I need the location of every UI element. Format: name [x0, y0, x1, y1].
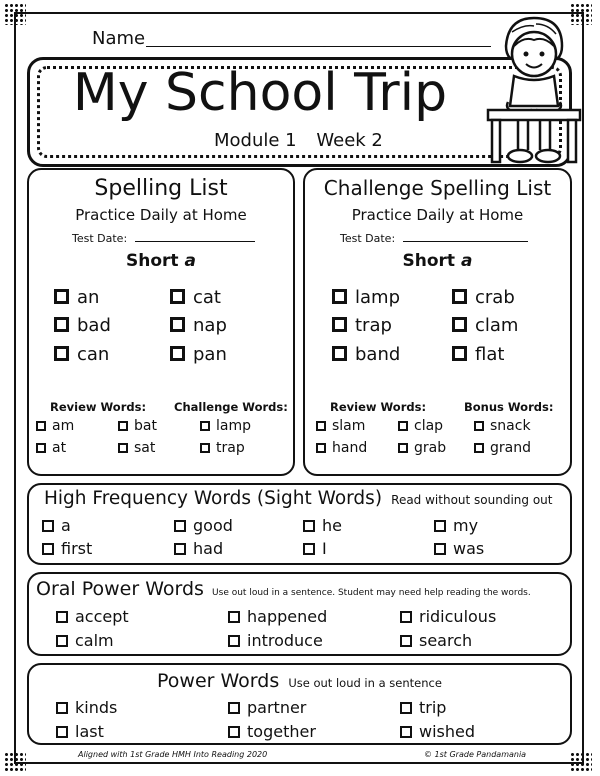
checkbox[interactable] — [174, 543, 186, 555]
word: first — [61, 539, 93, 558]
power-words-title: Power Words — [157, 670, 280, 692]
word: cat — [193, 287, 221, 308]
word: am — [52, 418, 75, 434]
oral-power-header — [36, 578, 531, 600]
oral-power-word-item — [400, 607, 496, 626]
checkbox[interactable] — [332, 346, 347, 361]
footer-copyright: © 1st Grade Pandamania — [424, 750, 527, 759]
word: had — [193, 539, 224, 558]
spelling-word-item — [170, 315, 227, 336]
name-field — [92, 28, 145, 49]
word: grab — [414, 440, 447, 456]
review-words-label: Review Words: — [330, 400, 427, 414]
word: at — [52, 440, 67, 456]
word: introduce — [247, 631, 323, 650]
checkbox[interactable] — [228, 702, 240, 714]
checkbox[interactable] — [228, 726, 240, 738]
checkbox[interactable] — [56, 726, 68, 738]
word: ridiculous — [419, 607, 497, 626]
review-word-item — [118, 418, 157, 434]
checkbox[interactable] — [54, 346, 69, 361]
checkbox[interactable] — [174, 520, 186, 532]
oral-power-word-item — [56, 631, 114, 650]
word: grand — [490, 440, 531, 456]
word: accept — [75, 607, 129, 626]
word: bat — [134, 418, 157, 434]
checkbox[interactable] — [474, 443, 484, 453]
checkbox[interactable] — [434, 520, 446, 532]
checkbox[interactable] — [170, 289, 185, 304]
test-date-line[interactable] — [135, 241, 255, 242]
oral-power-word-item — [228, 607, 327, 626]
power-words-header — [157, 670, 442, 692]
challenge-word-item — [452, 315, 518, 336]
pattern-prefix: Short — [126, 251, 179, 271]
word: wished — [419, 722, 476, 741]
checkbox[interactable] — [36, 421, 46, 431]
checkbox[interactable] — [452, 346, 467, 361]
checkbox[interactable] — [200, 443, 210, 453]
checkbox[interactable] — [56, 635, 68, 647]
challenge-spelling-title: Challenge Spelling List — [323, 176, 552, 200]
checkbox[interactable] — [400, 726, 412, 738]
checkbox[interactable] — [228, 611, 240, 623]
checkbox[interactable] — [398, 443, 408, 453]
review-word-item — [36, 418, 74, 434]
word: slam — [332, 418, 366, 434]
word: hand — [332, 440, 368, 456]
checkbox[interactable] — [332, 317, 347, 332]
word: I — [322, 539, 327, 558]
word: was — [453, 539, 485, 558]
word: trap — [355, 315, 392, 336]
oral-power-note: Use out loud in a sentence. Student may need help reading the words. — [212, 588, 531, 598]
corner-dots — [4, 752, 26, 772]
sight-word-item — [42, 539, 92, 558]
sight-word-item — [303, 516, 342, 535]
challenge-practice-note: Practice Daily at Home — [351, 206, 524, 224]
high-frequency-header — [44, 488, 552, 509]
sight-word-item — [42, 516, 71, 535]
word: crab — [475, 287, 515, 308]
checkbox[interactable] — [42, 543, 54, 555]
checkbox[interactable] — [474, 421, 484, 431]
word: kinds — [75, 698, 118, 717]
word: clap — [414, 418, 444, 434]
high-frequency-note: Read without sounding out — [391, 493, 553, 507]
checkbox[interactable] — [228, 635, 240, 647]
checkbox[interactable] — [400, 635, 412, 647]
subtitle — [214, 130, 383, 151]
word: nap — [193, 315, 227, 336]
challenge-word-item — [332, 287, 400, 308]
pattern-letter: a — [184, 251, 196, 271]
test-date-line[interactable] — [403, 241, 528, 242]
spelling-word-item — [54, 315, 111, 336]
challenge-pattern — [303, 251, 572, 271]
spelling-list-title: Spelling List — [94, 176, 228, 201]
bonus-word-item — [474, 440, 531, 456]
checkbox[interactable] — [200, 421, 210, 431]
checkbox[interactable] — [452, 289, 467, 304]
power-words-note: Use out loud in a sentence — [288, 676, 442, 690]
spelling-word-item — [170, 287, 221, 308]
corner-dots — [4, 3, 26, 25]
review-word-item — [398, 440, 446, 456]
power-word-item — [228, 722, 316, 741]
challenge-words-label: Challenge Words: — [174, 400, 288, 414]
word: together — [247, 722, 316, 741]
name-line[interactable] — [146, 46, 491, 47]
challenge-word-item — [452, 287, 515, 308]
word: flat — [475, 344, 505, 365]
oral-power-title: Oral Power Words — [36, 578, 204, 600]
pattern-prefix: Short — [402, 251, 456, 271]
word: bad — [77, 315, 111, 336]
corner-dots — [570, 752, 592, 772]
word: an — [77, 287, 100, 308]
bonus-words-label: Bonus Words: — [464, 400, 554, 414]
sight-word-item — [174, 516, 233, 535]
high-frequency-title: High Frequency Words (Sight Words) — [44, 488, 383, 509]
student-at-desk-illustration — [478, 10, 584, 170]
spelling-word-item — [170, 344, 227, 365]
power-word-item — [56, 698, 117, 717]
challenge-word-item — [452, 344, 504, 365]
spelling-pattern — [27, 251, 295, 271]
pattern-letter: a — [460, 251, 473, 271]
word: calm — [75, 631, 114, 650]
word: pan — [193, 344, 227, 365]
name-label: Name — [92, 28, 146, 49]
oral-power-word-item — [56, 607, 129, 626]
checkbox[interactable] — [36, 443, 46, 453]
challenge-word-item — [332, 315, 392, 336]
power-word-item — [228, 698, 306, 717]
checkbox[interactable] — [316, 421, 326, 431]
oral-power-word-item — [228, 631, 323, 650]
checkbox[interactable] — [42, 520, 54, 532]
word: last — [75, 722, 104, 741]
review-word-item — [316, 418, 365, 434]
word: snack — [490, 418, 531, 434]
spelling-practice-note: Practice Daily at Home — [75, 206, 247, 224]
challenge-word-item — [200, 440, 245, 456]
word: search — [419, 631, 473, 650]
checkbox[interactable] — [170, 317, 185, 332]
checkbox[interactable] — [400, 702, 412, 714]
challenge-word-item — [200, 418, 251, 434]
word: can — [77, 344, 110, 365]
checkbox[interactable] — [170, 346, 185, 361]
checkbox[interactable] — [303, 520, 315, 532]
module-label: Module 1 — [214, 130, 297, 151]
checkbox[interactable] — [118, 421, 128, 431]
checkbox[interactable] — [303, 543, 315, 555]
test-date-label: Test Date: — [72, 232, 128, 245]
sight-word-item — [434, 539, 484, 558]
word: my — [453, 516, 479, 535]
review-word-item — [36, 440, 66, 456]
review-word-item — [316, 440, 367, 456]
word: lamp — [216, 418, 251, 434]
checkbox[interactable] — [54, 289, 69, 304]
review-word-item — [118, 440, 155, 456]
word: trap — [216, 440, 245, 456]
word: lamp — [355, 287, 400, 308]
power-word-item — [56, 722, 104, 741]
word: trip — [419, 698, 447, 717]
checkbox[interactable] — [118, 443, 128, 453]
spelling-word-item — [54, 287, 99, 308]
page-title: My School Trip — [72, 63, 448, 123]
word: he — [322, 516, 342, 535]
spelling-test-date — [72, 232, 255, 245]
bonus-word-item — [474, 418, 531, 434]
sight-word-item — [174, 539, 223, 558]
checkbox[interactable] — [56, 611, 68, 623]
checkbox[interactable] — [54, 317, 69, 332]
word: sat — [134, 440, 156, 456]
word: a — [61, 516, 71, 535]
challenge-test-date — [340, 232, 528, 245]
test-date-label: Test Date: — [340, 232, 396, 245]
word: good — [193, 516, 233, 535]
footer-alignment: Aligned with 1st Grade HMH Into Reading 2020 — [78, 750, 268, 759]
sight-word-item — [434, 516, 478, 535]
checkbox[interactable] — [434, 543, 446, 555]
spelling-word-item — [54, 344, 109, 365]
checkbox[interactable] — [398, 421, 408, 431]
word: clam — [475, 315, 519, 336]
sight-word-item — [303, 539, 327, 558]
review-word-item — [398, 418, 443, 434]
oral-power-word-item — [400, 631, 472, 650]
checkbox[interactable] — [316, 443, 326, 453]
word: band — [355, 344, 401, 365]
checkbox[interactable] — [56, 702, 68, 714]
power-word-item — [400, 698, 446, 717]
word: happened — [247, 607, 328, 626]
checkbox[interactable] — [400, 611, 412, 623]
checkbox[interactable] — [332, 289, 347, 304]
power-word-item — [400, 722, 475, 741]
word: partner — [247, 698, 307, 717]
review-words-label: Review Words: — [50, 400, 147, 414]
challenge-word-item — [332, 344, 400, 365]
checkbox[interactable] — [452, 317, 467, 332]
week-label: Week 2 — [316, 130, 383, 151]
